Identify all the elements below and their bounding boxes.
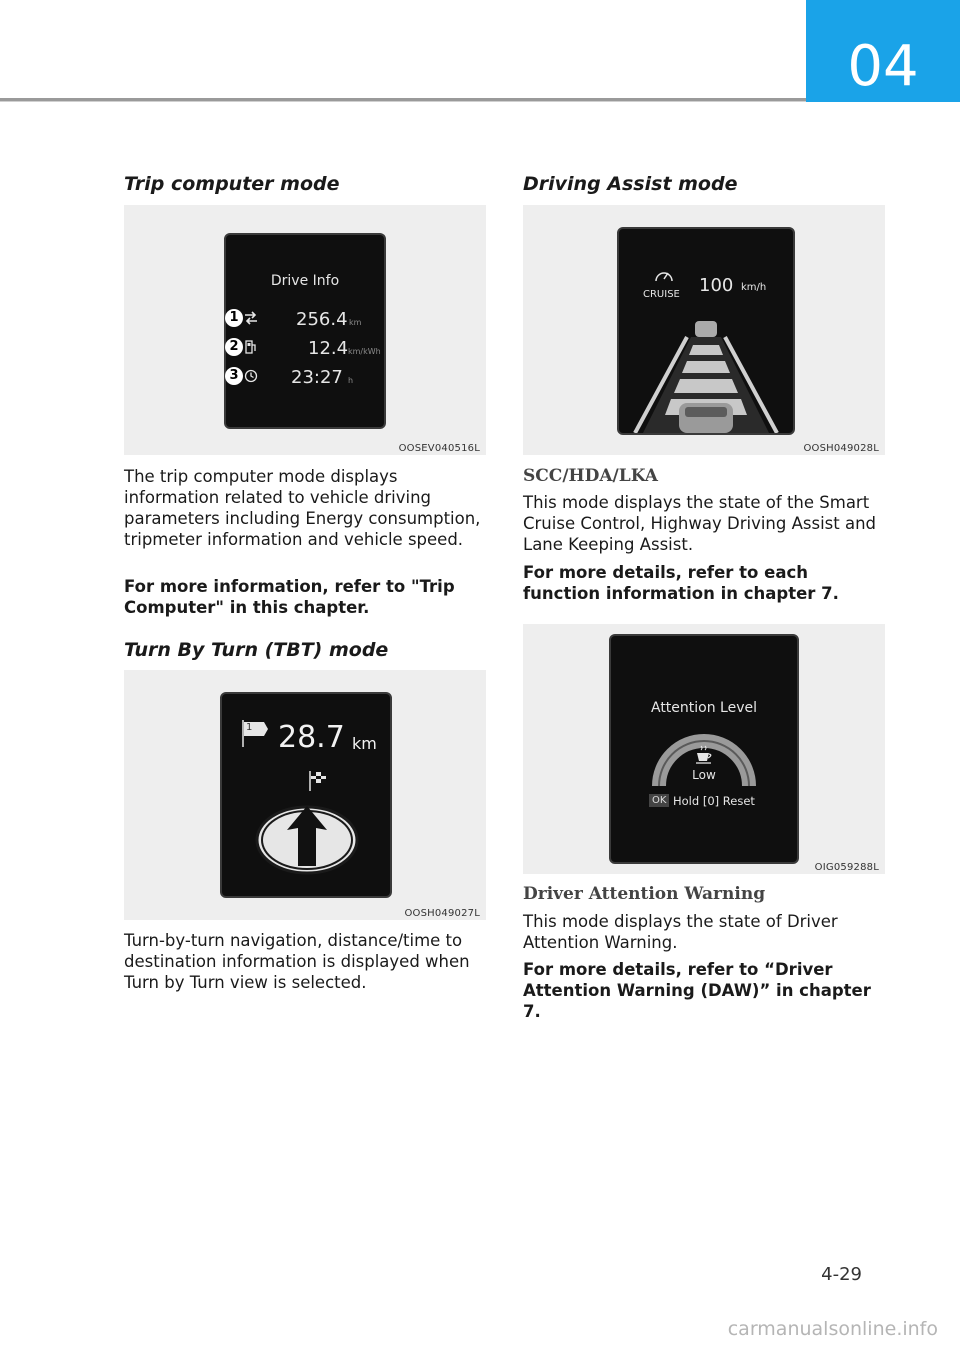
tbt-figure (124, 670, 486, 920)
header-rule-shadow (0, 101, 806, 102)
driver-attention-subtitle: Driver Attention Warning (523, 884, 766, 904)
callout-number: 2 (225, 338, 243, 356)
cruise-label: CRUISE (643, 289, 680, 300)
trip-distance-value: 256.4 (296, 309, 348, 330)
figure-code: OIG059288L (814, 862, 879, 873)
coffee-cup-icon (694, 744, 714, 766)
energy-consumption-value: 12.4 (308, 338, 349, 359)
driving-assist-description: This mode displays the state of the Smart Cruise Control, Highway Driving Assist and Lane Keeping Assist. (523, 493, 877, 554)
tbt-description: Turn-by-turn navigation, distance/time to destination information is displayed when Turn by Turn view is selected. (124, 931, 470, 992)
figure-code: OOSEV040516L (398, 443, 480, 454)
tbt-title: Turn By Turn (TBT) mode (124, 639, 389, 661)
driving-assist-reference: For more details, refer to each function information in chapter 7. (523, 563, 839, 603)
attention-level-value: Low (692, 768, 716, 782)
scc-hda-lka-subtitle: SCC/HDA/LKA (523, 466, 658, 486)
driver-attention-description: This mode displays the state of Driver Attention Warning. (523, 912, 838, 952)
attention-figure (523, 624, 885, 874)
trip-computer-figure (124, 205, 486, 455)
tbt-screen (220, 692, 392, 898)
driving-assist-screen (617, 227, 795, 435)
trip-computer-screen (224, 233, 386, 429)
checkered-flag-icon (308, 770, 328, 792)
destination-flag-icon (240, 718, 270, 748)
page-number: 4-29 (821, 1264, 862, 1285)
trip-computer-reference: For more information, refer to "Trip Computer" in this chapter. (124, 577, 455, 617)
cruise-gauge-icon (653, 265, 675, 285)
drive-info-heading: Drive Info (270, 273, 340, 289)
driving-assist-figure (523, 205, 885, 455)
trip-distance-unit: km (349, 318, 362, 327)
attention-level-heading: Attention Level (650, 700, 758, 716)
driving-time-value: 23:27 (291, 367, 343, 388)
figure-code: OOSH049027L (404, 908, 480, 919)
flag-number: 1 (246, 722, 253, 733)
energy-consumption-unit: km/kWh (348, 347, 381, 356)
trip-computer-description: The trip computer mode displays information related to vehicle driving parameters including Energy consumption, tripmeter information and vehicle speed. (124, 467, 481, 549)
clock-icon (244, 369, 258, 383)
watermark: carmanualsonline.info (727, 1318, 938, 1340)
attention-screen (609, 634, 799, 864)
ok-button-label: OK (649, 794, 669, 807)
tbt-distance-unit: km (352, 734, 377, 753)
callout-number: 3 (225, 367, 243, 385)
driving-assist-title: Driving Assist mode (523, 173, 738, 195)
trip-computer-title: Trip computer mode (124, 173, 340, 195)
set-speed-value: 100 (699, 275, 734, 296)
chapter-tab: 04 (806, 0, 960, 102)
fuel-pump-icon (245, 340, 257, 354)
driver-attention-reference: For more details, refer to “Driver Attention Warning (DAW)” in chapter 7. (523, 960, 871, 1021)
callout-number: 1 (225, 309, 243, 327)
trip-distance-icon (244, 311, 258, 325)
tbt-distance-value: 28.7 (278, 720, 345, 755)
driving-time-unit: h (348, 376, 354, 385)
straight-arrow-icon (254, 798, 360, 878)
hold-reset-label: Hold [0] Reset (673, 794, 755, 808)
figure-code: OOSH049028L (803, 443, 879, 454)
road-lane-graphic (619, 315, 793, 433)
set-speed-unit: km/h (741, 282, 767, 293)
